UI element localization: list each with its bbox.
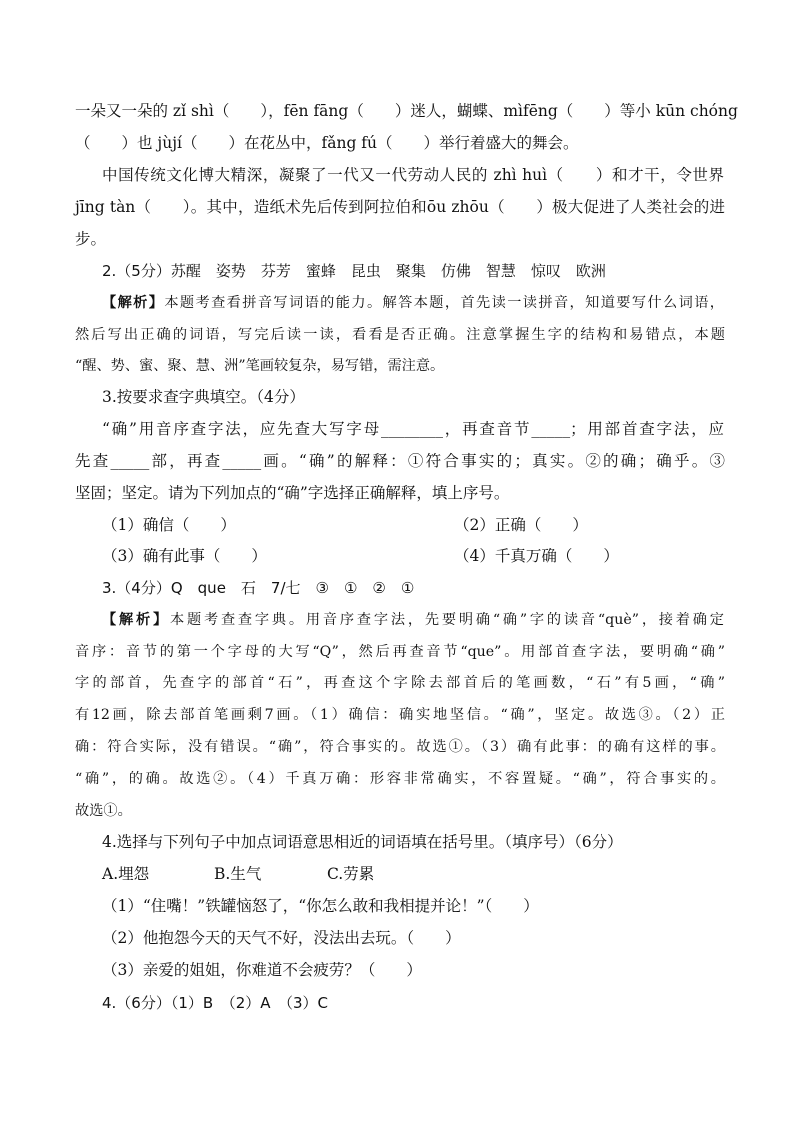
q2-analysis-line-3: “醒、势、蜜、聚、慧、洲”笔画较复杂，易写错，需注意。 [75, 358, 445, 374]
q3-title: 3.按要求查字典填空。（4分） [102, 388, 305, 406]
q2-analysis-text-1: 本题考查看拼音写词语的能力。解答本题，首先读一读拼音，知道要写什么词语， [164, 295, 724, 311]
q4-option-c: C.劳累 [327, 865, 375, 883]
passage-line-2: （ ）也 jùjí（ ）在花丛中，fǎng fú（ ）举行着盛大的舞会。 [75, 134, 579, 152]
q2-analysis-line-2: 然后写出正确的词语，写完后读一读，看看是否正确。注意掌握生字的结构和易错点，本题 [75, 327, 725, 343]
q3-answer: 3.（4分）Q que 石 7/七 ③ ① ② ① [102, 579, 415, 597]
q3-analysis-line-4: 有12画，除去部首笔画剩7画。（1）确信：确实地坚信。“确”，坚定。故选③。（2）正 [75, 707, 725, 723]
q4-title: 4.选择与下列句子中加点词语意思相近的词语填在括号里。（填序号）（6分） [102, 833, 623, 851]
q3-item-2: （2）正确（ ） [454, 516, 588, 534]
q3-line-3: 坚固；坚定。请为下列加点的“确”字选择正确解释，填上序号。 [75, 484, 510, 502]
analysis-label: 【解析】 [102, 612, 170, 628]
q3-analysis-text-1: 本题考查查字典。用音序查字法，先要明确“确”字的读音“què”，接着确定 [169, 612, 724, 628]
q3-line-2: 先查_____部，再查_____画。“确”的解释：①符合事实的；真实。②的确；确乎。③ [75, 452, 725, 470]
q3-item-3: （3）确有此事（ ） [102, 547, 267, 565]
q4-sentence-1: （1）“住嘴！”铁罐恼怒了，“你怎么敢和我相提并论！”（ ） [102, 897, 539, 915]
q2-answer: 2.（5分）苏醒 姿势 芬芳 蜜蜂 昆虫 聚集 仿佛 智慧 惊叹 欧洲 [102, 262, 606, 280]
q4-option-a: A.埋怨 [102, 865, 150, 883]
q4-option-b: B.生气 [214, 865, 262, 883]
q4-sentence-2: （2）他抱怨今天的天气不好，没法出去玩。（ ） [102, 929, 461, 947]
passage-line-3: 中国传统文化博大精深，凝聚了一代又一代劳动人民的 zhì huì（ ）和才干，令世界 [102, 166, 724, 184]
q3-analysis-line-5: 确：符合实际，没有错误。“确”，符合事实的。故选①。（3）确有此事：的确有这样的事。 [75, 739, 725, 755]
q3-analysis-line-1 [102, 610, 724, 630]
q4-sentence-3: （3）亲爱的姐姐，你难道不会疲劳？（ ） [102, 961, 422, 979]
q3-analysis-line-6: “确”，的确。故选②。（4）千真万确：形容非常确实，不容置疑。“确”，符合事实的。 [75, 771, 725, 787]
passage-line-4: jīng tàn（ ）。其中，造纸术先后传到阿拉伯和ōu zhōu（ ）极大促进了人类社会的进 [75, 198, 725, 216]
q3-item-1: （1）确信（ ） [102, 516, 236, 534]
q3-analysis-line-3: 字的部首，先查字的部首“石”，再查这个字除去部首后的笔画数，“石”有5画，“确” [75, 675, 725, 691]
q4-answer: 4.（6分）（1）B （2）A （3）C [102, 994, 329, 1012]
q3-analysis-line-7: 故选①。 [75, 803, 132, 819]
q3-analysis-line-2: 音序：音节的第一个字母的大写“Q”，然后再查音节“que”。用部首查字法，要明确“确” [75, 644, 725, 660]
q3-items-row-1 [102, 515, 752, 535]
q2-analysis-line-1 [102, 293, 724, 313]
passage-line-5: 步。 [75, 230, 107, 248]
analysis-label: 【解析】 [102, 295, 165, 311]
q3-items-row-2 [102, 546, 752, 566]
passage-line-1: 一朵又一朵的 zǐ shì（ ），fēn fāng（ ）迷人，蝴蝶、mìfēng（ ）等小 kūn chóng [75, 102, 738, 120]
q3-line-1: “确”用音序查字法，应先查大写字母________，再查音节_____；用部首查字法，应 [102, 420, 724, 438]
q3-item-4: （4）千真万确（ ） [454, 547, 619, 565]
